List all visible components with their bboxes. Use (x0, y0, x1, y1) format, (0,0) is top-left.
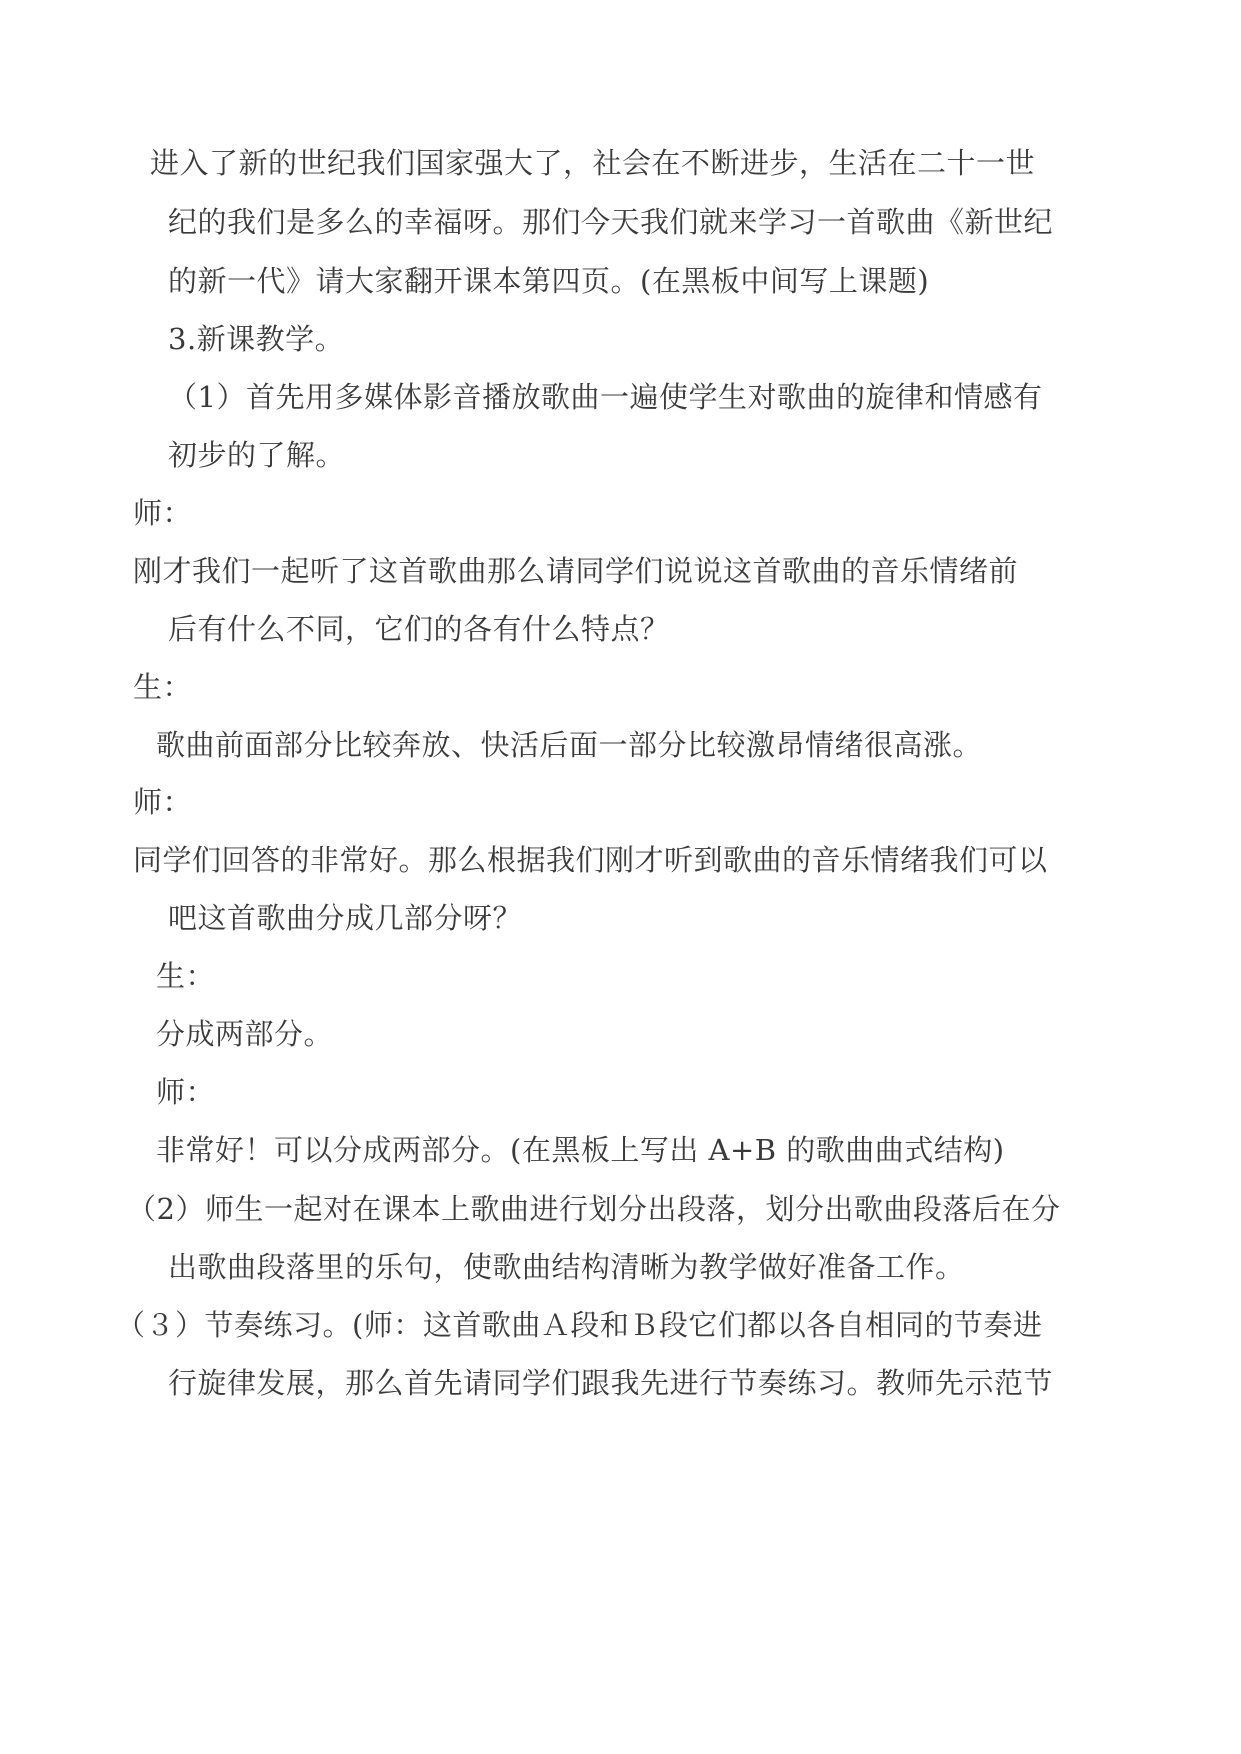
text-line: 歌曲前面部分比较奔放、快活后面一部分比较激昂情绪很高涨。 (156, 728, 983, 762)
text-line: 刚才我们一起听了这首歌曲那么请同学们说说这首歌曲的音乐情绪前 (133, 554, 1019, 588)
text-line: 出歌曲段落里的乐句，使歌曲结构清晰为教学做好准备工作。 (168, 1250, 965, 1284)
speaker-label: 生： (133, 670, 193, 704)
text-line: 后有什么不同，它们的各有什么特点？ (168, 612, 670, 646)
text-line: 同学们回答的非常好。那么根据我们刚才听到歌曲的音乐情绪我们可以 (133, 843, 1048, 877)
text-line: 纪的我们是多么的幸福呀。那们今天我们就来学习一首歌曲《新世纪 (168, 205, 1054, 239)
speaker-label: 师： (133, 785, 193, 819)
text-line: （1）首先用多媒体影音播放歌曲一遍使学生对歌曲的旋律和情感有 (168, 380, 1043, 414)
text-line: 初步的了解。 (168, 438, 346, 472)
speaker-label: 生： (156, 959, 216, 993)
text-line: 进入了新的世纪我们国家强大了，社会在不断进步，生活在二十一世 (150, 146, 1036, 180)
text-line: 分成两部分。 (156, 1017, 334, 1051)
text-line: 非常好！可以分成两部分。(在黑板上写出 A+B 的歌曲曲式结构) (156, 1133, 1005, 1167)
text-line: 行旋律发展，那么首先请同学们跟我先进行节奏练习。教师先示范节 (168, 1366, 1054, 1400)
section-heading: 3.新课教学。 (168, 322, 345, 356)
text-line: 的新一代》请大家翻开课本第四页。(在黑板中间写上课题) (168, 264, 930, 298)
text-line: （３）节奏练习。(师：这首歌曲Ａ段和Ｂ段它们都以各自相同的节奏进 (116, 1308, 1043, 1342)
text-line: 吧这首歌曲分成几部分呀？ (168, 901, 523, 935)
speaker-label: 师： (156, 1075, 216, 1109)
text-line: （2）师生一起对在课本上歌曲进行划分出段落，划分出歌曲段落后在分 (127, 1192, 1061, 1226)
speaker-label: 师： (133, 496, 193, 530)
